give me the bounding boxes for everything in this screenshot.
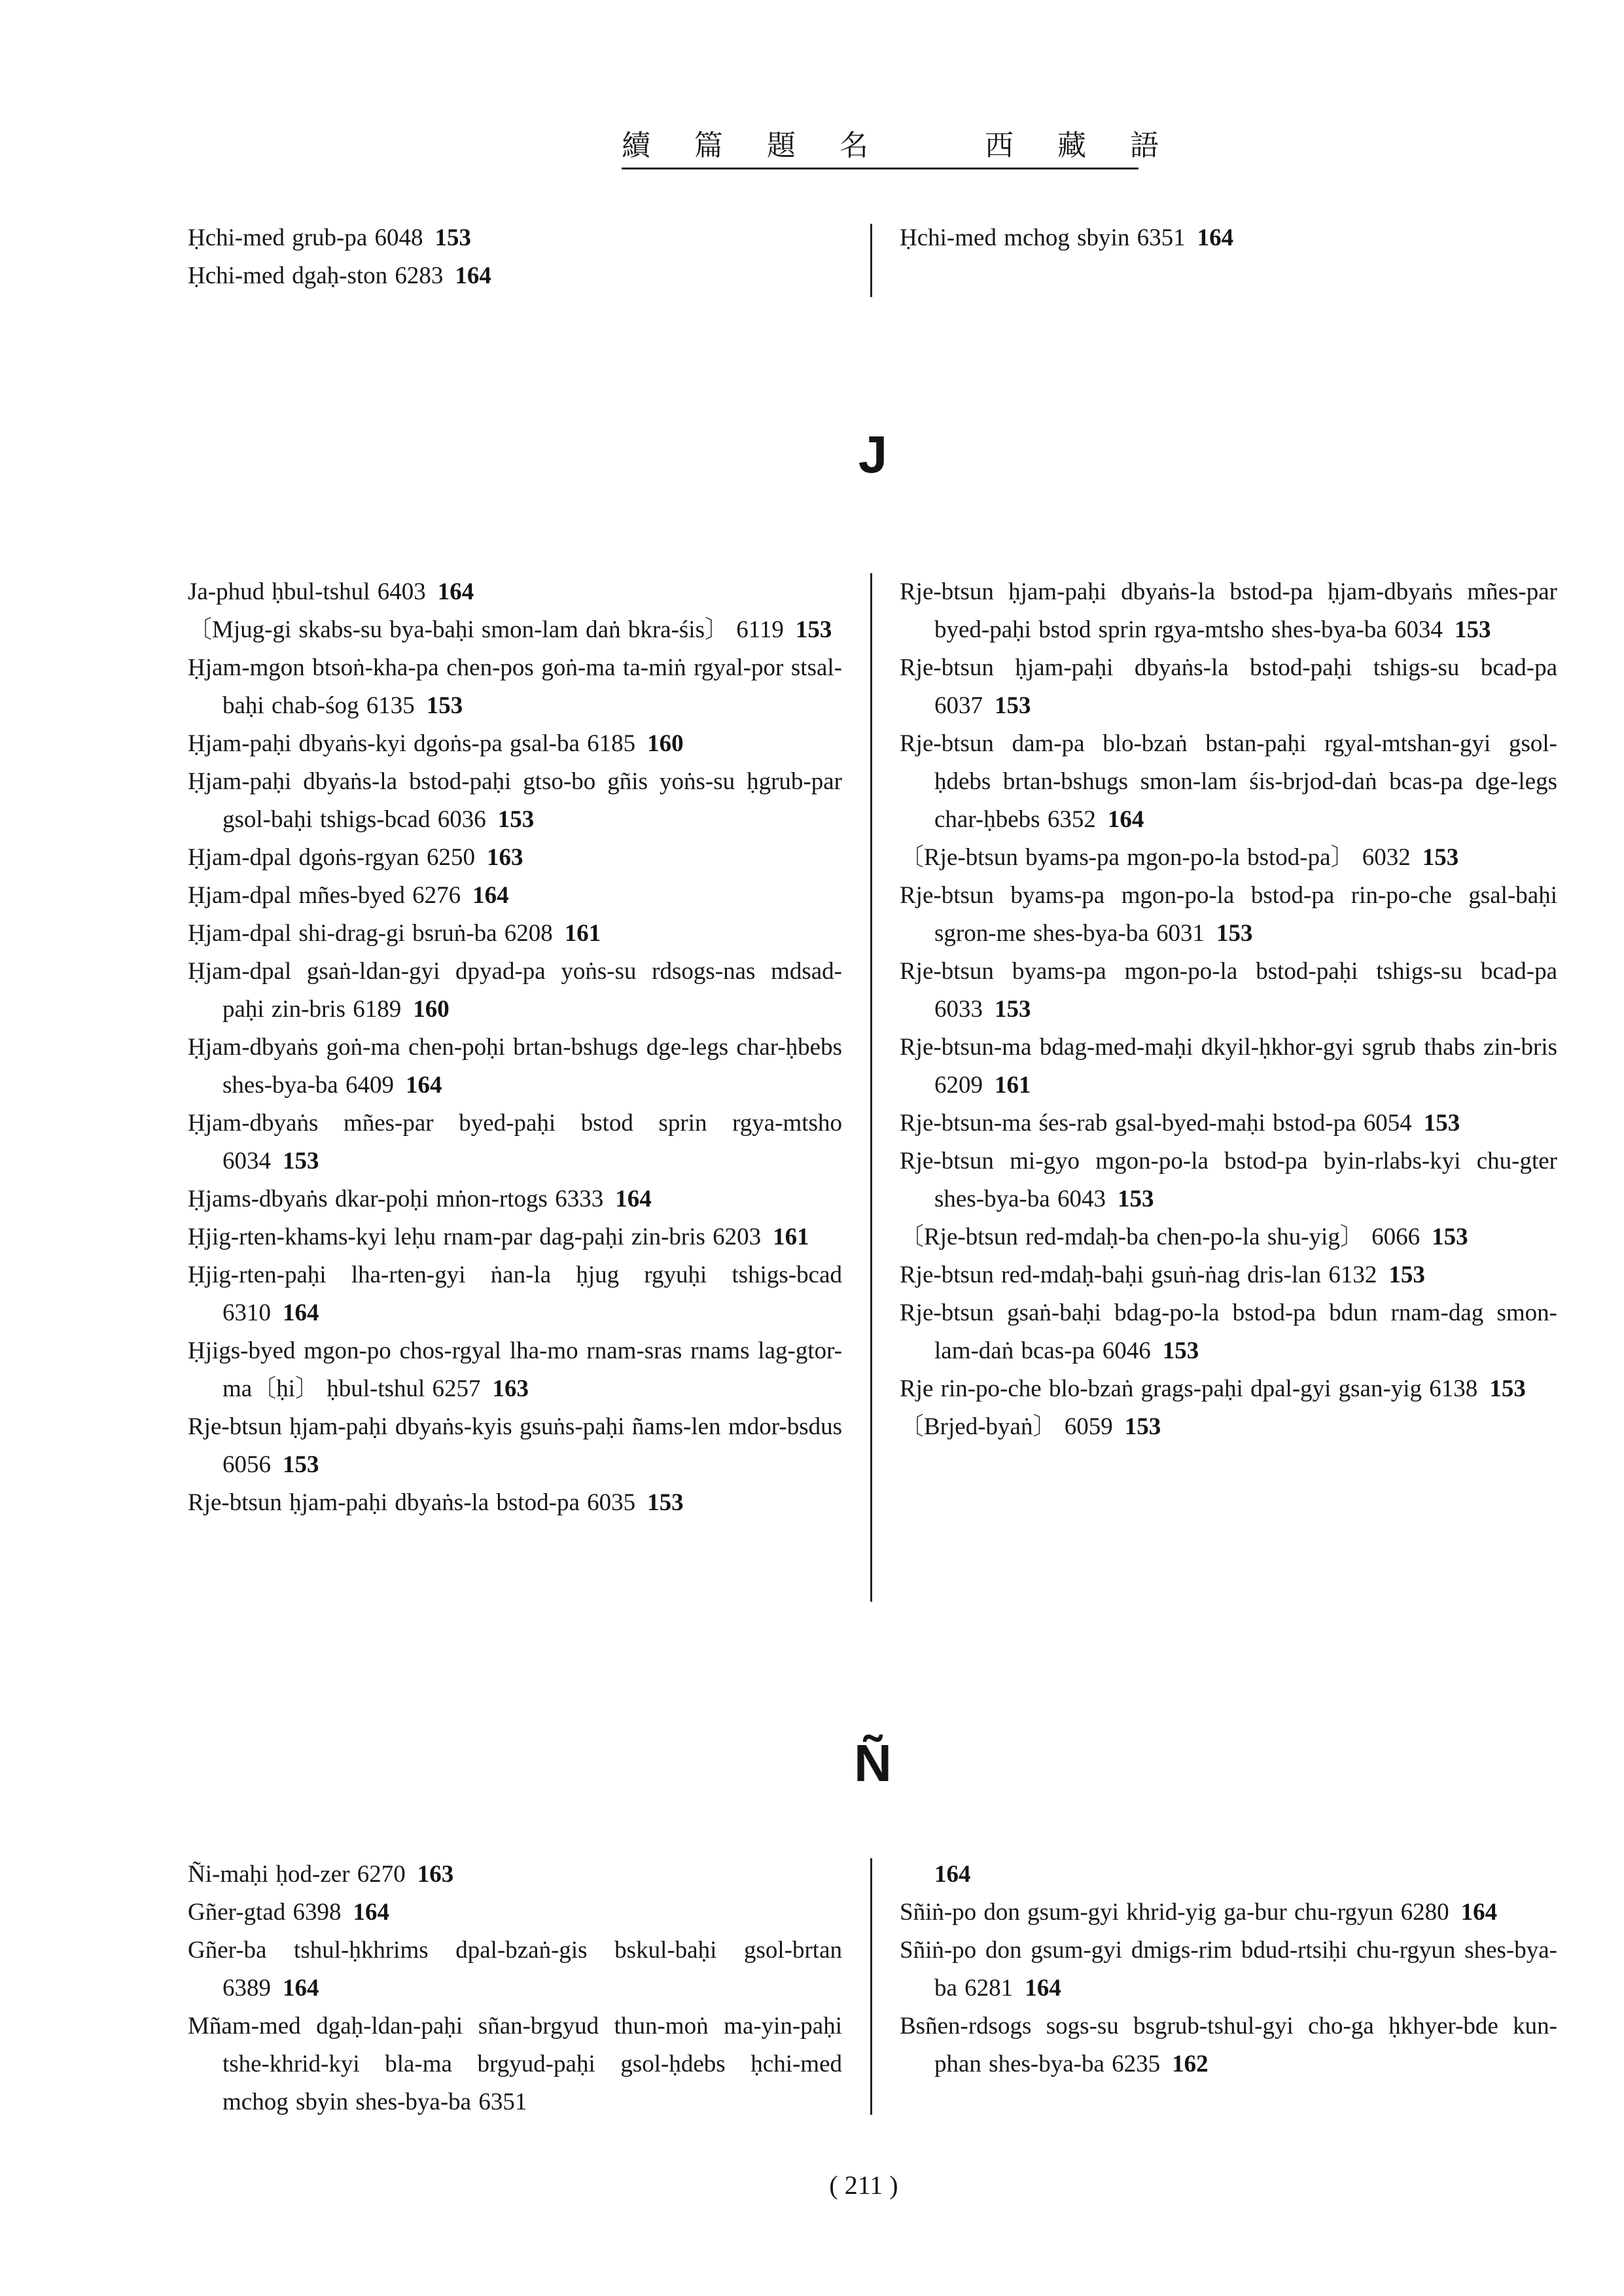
index-entry [900, 1408, 1557, 1446]
index-entry [188, 1484, 842, 1522]
entry-page-reference: 153 [426, 692, 463, 719]
entry-title: Rje-btsun red-mdaḥ-baḥi gsuṅ-ṅag dris-lan 6132 [900, 1262, 1377, 1288]
index-entry [188, 877, 842, 915]
entry-page-reference: 153 [1162, 1337, 1199, 1364]
index-entry [188, 1256, 842, 1332]
entry-title: Ḥjam-mgon btsoṅ-kha-pa chen-pos goṅ-ma ta-miṅ rgyal-por stsal-baḥi chab-śog 6135 [188, 654, 842, 719]
entry-page-reference: 163 [417, 1861, 454, 1888]
entry-page-reference: 161 [995, 1072, 1031, 1099]
entry-page-reference: 153 [1124, 1413, 1161, 1440]
entry-page-reference: 153 [1117, 1186, 1154, 1212]
index-entry [900, 1142, 1557, 1218]
entry-page-reference: 153 [995, 996, 1031, 1023]
entry-page-reference: 153 [497, 806, 535, 833]
entry-page-reference: 153 [283, 1451, 319, 1478]
index-entry [188, 725, 842, 763]
entry-title: Gñer-gtad 6398 [188, 1899, 342, 1926]
index-entry [188, 649, 842, 725]
entry-title: Rje-btsun byams-pa mgon-po-la bstod-paḥi tshigs-su bcad-pa 6033 [900, 958, 1557, 1023]
entry-title: 〔Rje-btsun byams-pa mgon-po-la bstod-pa〕 6032 [900, 844, 1411, 871]
entry-page-reference: 164 [934, 1861, 971, 1888]
section-n-tilde-right-column [900, 1856, 1557, 2083]
index-entry [900, 1894, 1557, 1932]
entry-page-reference: 153 [283, 1148, 319, 1174]
entry-page-reference: 164 [1025, 1975, 1061, 2002]
entry-title: Bsñen-rdsogs sogs-su bsgrub-tshul-gyi cho-ga ḥkhyer-bde kun-phan shes-bya-ba 6235 [900, 2013, 1557, 2077]
entry-title: Rje-btsun-ma śes-rab gsal-byed-maḥi bstod-pa 6054 [900, 1110, 1412, 1137]
entry-page-reference: 153 [1216, 920, 1253, 947]
index-entry [900, 1218, 1557, 1256]
page-number: ( 211 ) [829, 2170, 898, 2200]
index-entry [900, 953, 1557, 1029]
index-entry [900, 573, 1557, 649]
entry-title: Rje-btsun-ma bdag-med-maḥi dkyil-ḥkhor-gyi sgrub thabs zin-bris 6209 [900, 1034, 1557, 1099]
entry-title: Ḥjam-dbyaṅs mñes-par byed-paḥi bstod sprin rgya-mtsho 6034 [188, 1110, 842, 1174]
entry-page-reference: 164 [283, 1975, 319, 2002]
section-n-tilde-left-column [188, 1856, 842, 2121]
page-header: 續 篇 題 名 西 藏 語 [622, 130, 1139, 169]
entry-page-reference: 153 [1432, 1224, 1468, 1250]
column-divider [870, 1858, 872, 2115]
section-letter-n-tilde: Ñ [854, 1734, 892, 1792]
index-entry [188, 1029, 842, 1104]
entry-page-reference: 153 [995, 692, 1031, 719]
entry-page-reference: 164 [1107, 806, 1144, 833]
index-entry [188, 1180, 842, 1218]
index-entry [188, 1104, 842, 1180]
entry-title: Gñer-ba tshul-ḥkhrims dpal-bzaṅ-gis bskul-baḥi gsol-brtan 6389 [188, 1937, 842, 2002]
entry-title: Rje-btsun ḥjam-paḥi dbyaṅs-la bstod-paḥi tshigs-su bcad-pa 6037 [900, 654, 1557, 719]
entry-title: Ḥjam-dpal dgoṅs-rgyan 6250 [188, 844, 476, 871]
index-entry [188, 1218, 842, 1256]
index-entry [188, 1894, 842, 1932]
entry-title: Ḥchi-med dgaḥ-ston 6283 [188, 262, 444, 289]
section-0-right-column [900, 219, 1557, 257]
entry-page-reference: 161 [773, 1224, 809, 1250]
entry-page-reference: 153 [795, 616, 832, 643]
index-entry [188, 1856, 842, 1894]
entry-page-reference: 153 [1423, 1110, 1460, 1137]
index-entry [900, 1104, 1557, 1142]
entry-title: Ḥjam-paḥi dbyaṅs-la bstod-paḥi gtso-bo gñis yoṅs-su ḥgrub-par gsol-baḥi tshigs-bcad 6036 [188, 768, 842, 833]
entry-page-reference: 164 [437, 578, 474, 605]
entry-title: Ḥjam-dpal shi-drag-gi bsruṅ-ba 6208 [188, 920, 553, 947]
entry-page-reference: 160 [413, 996, 450, 1023]
index-entry [188, 763, 842, 839]
entry-title: Rje-btsun ḥjam-paḥi dbyaṅs-la bstod-pa 6035 [188, 1489, 636, 1516]
index-entry [900, 1294, 1557, 1370]
entry-page-reference: 162 [1172, 2051, 1209, 2077]
index-entry [188, 611, 842, 649]
entry-page-reference: 164 [1197, 224, 1234, 251]
index-entry [900, 649, 1557, 725]
entry-title: Rje-btsun ḥjam-paḥi dbyaṅs-la bstod-pa ḥjam-dbyaṅs mñes-par byed-paḥi bstod sprin rgya-mtsho shes-bya-ba 6034 [900, 578, 1557, 643]
index-entry [900, 1029, 1557, 1104]
entry-title: 〔Brjed-byaṅ〕 6059 [900, 1413, 1113, 1440]
entry-title: Rje-btsun gsaṅ-baḥi bdag-po-la bstod-pa bdun rnam-dag smon-lam-daṅ bcas-pa 6046 [900, 1299, 1557, 1364]
entry-title: Ja-phud ḥbul-tshul 6403 [188, 578, 426, 605]
entry-page-reference: 164 [283, 1299, 319, 1326]
entry-page-reference: 153 [1489, 1375, 1526, 1402]
entry-title: Ñi-maḥi ḥod-zer 6270 [188, 1861, 406, 1888]
index-entry [188, 1332, 842, 1408]
section-j-right-column [900, 573, 1557, 1446]
index-entry [188, 219, 842, 257]
index-entry [900, 1856, 1557, 1894]
index-entry [900, 839, 1557, 877]
entry-title: Sñiṅ-po don gsum-gyi dmigs-rim bdud-rtsiḥi chu-rgyun shes-bya-ba 6281 [900, 1937, 1557, 2002]
index-entry [900, 877, 1557, 953]
entry-title: 〔Mjug-gi skabs-su bya-baḥi smon-lam daṅ bkra-śis〕 6119 [188, 616, 784, 643]
entry-title: Rje rin-po-che blo-bzaṅ grags-paḥi dpal-gyi gsan-yig 6138 [900, 1375, 1478, 1402]
section-j-left-column [188, 573, 842, 1522]
entry-title: Rje-btsun mi-gyo mgon-po-la bstod-pa byin-rlabs-kyi chu-gter shes-bya-ba 6043 [900, 1148, 1557, 1212]
entry-title: 〔Rje-btsun red-mdaḥ-ba chen-po-la shu-yig〕 6066 [900, 1224, 1421, 1250]
index-entry [900, 1370, 1557, 1408]
entry-title: Rje-btsun ḥjam-paḥi dbyaṅs-kyis gsuṅs-paḥi ñams-len mdor-bsdus 6056 [188, 1413, 842, 1478]
index-entry [900, 2007, 1557, 2083]
entry-title: Ḥjam-dpal gsaṅ-ldan-gyi dpyad-pa yoṅs-su rdsogs-nas mdsad-paḥi zin-bris 6189 [188, 958, 842, 1023]
entry-page-reference: 153 [1422, 844, 1459, 871]
entry-title: Ḥchi-med grub-pa 6048 [188, 224, 423, 251]
entry-page-reference: 153 [1388, 1262, 1425, 1288]
entry-page-reference: 164 [353, 1899, 389, 1926]
entry-page-reference: 164 [472, 882, 509, 909]
index-entry [188, 257, 842, 295]
entry-page-reference: 161 [564, 920, 601, 947]
index-entry [188, 953, 842, 1029]
entry-page-reference: 160 [647, 730, 684, 757]
index-entry [900, 219, 1557, 257]
entry-page-reference: 164 [405, 1072, 442, 1099]
entry-page-reference: 163 [487, 844, 523, 871]
entry-page-reference: 153 [434, 224, 472, 251]
entry-title: Mñam-med dgaḥ-ldan-paḥi sñan-brgyud thun-moṅ ma-yin-paḥi tshe-khrid-kyi bla-ma brgyud-paḥi gsol-ḥdebs ḥchi-med mchog sbyin shes-bya-ba 6351 [188, 2013, 842, 2115]
index-entry [900, 1256, 1557, 1294]
entry-title: Sñiṅ-po don gsum-gyi khrid-yig ga-bur chu-rgyun 6280 [900, 1899, 1449, 1926]
entry-title: Ḥjam-paḥi dbyaṅs-kyi dgoṅs-pa gsal-ba 6185 [188, 730, 636, 757]
entry-page-reference: 163 [492, 1375, 529, 1402]
entry-page-reference: 164 [1460, 1899, 1498, 1926]
section-letter-j: J [858, 425, 888, 484]
entry-page-reference: 153 [647, 1489, 684, 1516]
entry-page-reference: 153 [1454, 616, 1491, 643]
entry-title: Ḥjam-dpal mñes-byed 6276 [188, 882, 461, 909]
index-entry [188, 839, 842, 877]
index-entry [188, 1932, 842, 2007]
entry-title: Ḥchi-med mchog sbyin 6351 [900, 224, 1186, 251]
index-entry [900, 725, 1557, 839]
index-entry [188, 1408, 842, 1484]
column-divider [870, 573, 872, 1602]
entry-title: Ḥjams-dbyaṅs dkar-poḥi mṅon-rtogs 6333 [188, 1186, 604, 1212]
entry-title: Rje-btsun dam-pa blo-bzaṅ bstan-paḥi rgyal-mtshan-gyi gsol-ḥdebs brtan-bshugs smon-lam śis-brjod-daṅ bcas-pa dge-legs char-ḥbebs 6352 [900, 730, 1557, 833]
index-entry [188, 573, 842, 611]
entry-title: Ḥjig-rten-khams-kyi leḥu rnam-par dag-paḥi zin-bris 6203 [188, 1224, 762, 1250]
entry-title: Ḥjigs-byed mgon-po chos-rgyal lha-mo rnam-sras rnams lag-gtor-ma〔ḥi〕 ḥbul-tshul 6257 [188, 1337, 842, 1402]
section-0-left-column [188, 219, 842, 295]
index-entry [188, 2007, 842, 2121]
index-entry [900, 1932, 1557, 2007]
index-entry [188, 915, 842, 953]
entry-page-reference: 164 [455, 262, 491, 289]
column-divider [870, 224, 872, 297]
entry-title: Ḥjig-rten-paḥi lha-rten-gyi ṅan-la ḥjug rgyuḥi tshigs-bcad 6310 [188, 1262, 842, 1326]
entry-title: Rje-btsun byams-pa mgon-po-la bstod-pa rin-po-che gsal-baḥi sgron-me shes-bya-ba 6031 [900, 882, 1557, 947]
entry-page-reference: 164 [615, 1186, 652, 1212]
entry-title: Ḥjam-dbyaṅs goṅ-ma chen-poḥi brtan-bshugs dge-legs char-ḥbebs shes-bya-ba 6409 [188, 1034, 842, 1099]
